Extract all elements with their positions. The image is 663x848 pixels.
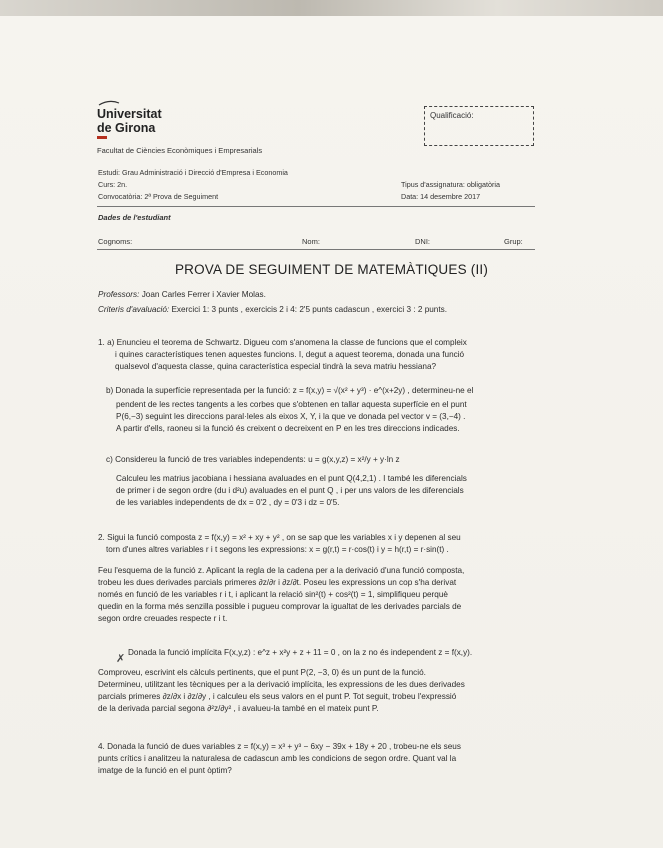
q2-line-4: trobeu les dues derivades parcials primeres ∂z/∂r i ∂z/∂t. Poseu les expressions un cop s'ha derivat: [98, 578, 457, 587]
q1a-line-1: 1. a) Enuncieu el teorema de Schwartz. Digueu com s'anomena la classe de funcions que el compleix: [98, 338, 467, 347]
q3-line-1: Donada la funció implícita F(x,y,z) : e^z + x²y + z + 11 = 0 , on la z no és independent z = f(x,y).: [128, 648, 473, 657]
professors-label: Professors:: [98, 290, 140, 299]
q3-line-4: parcials primeres ∂z/∂x i ∂z/∂y , i calculeu els seus valors en el punt P. Tot seguit, trobeu l'expressió: [98, 692, 457, 701]
q1c-line-3: de primer i de segon ordre (du i d²u) avaluades en el punt Q , i per uns valors de les diferencials: [116, 486, 464, 495]
exam-date: Data: 14 desembre 2017: [401, 192, 481, 201]
q2-line-2: torn d'unes altres variables r i t segons les expressions: x = g(r,t) = r·cos(t) i y = h(r,t) = r·sin(t) .: [106, 545, 449, 554]
grade-label: Qualificació:: [430, 111, 474, 120]
name-field-label: Nom:: [302, 237, 320, 246]
q3-line-3: Determineu, utilitzant les tècniques per a la derivació implícita, les expressions de les dues derivades: [98, 680, 465, 689]
university-logo-mark-icon: [98, 100, 120, 106]
surname-field-label: Cognoms:: [98, 237, 133, 246]
group-field-label: Grup:: [504, 237, 523, 246]
faculty-name: Facultat de Ciències Econòmiques i Empresarials: [97, 146, 263, 155]
q2-line-3: Feu l'esquema de la funció z. Aplicant la regla de la cadena per a la derivació d'una funció composta,: [98, 566, 465, 575]
professors-names: Joan Carles Ferrer i Xavier Molas.: [141, 290, 266, 299]
q1a-line-2: i quines característiques tenen aquestes funcions. I, degut a aquest teorema, donada una funció: [115, 350, 465, 359]
q3-line-5: de la derivada parcial segona ∂²z/∂y² , i avalueu-la també en el mateix punt P.: [98, 704, 379, 713]
criteria-text: Exercici 1: 3 punts , exercicis 2 i 4: 2'5 punts cadascun , exercici 3 : 2 punts.: [171, 305, 447, 314]
q2-line-1: 2. Sigui la funció composta z = f(x,y) = x² + xy + y² , on se sap que les variables x i y depenen al seu: [98, 533, 461, 542]
exam-title: PROVA DE SEGUIMENT DE MATEMÀTIQUES (II): [174, 262, 489, 277]
university-name-line2: de Girona: [97, 121, 156, 135]
university-name-line1: Universitat: [97, 107, 162, 121]
page-edge-shadow: [0, 0, 663, 16]
criteria-line: [98, 305, 447, 314]
q1c-line-1: c) Considereu la funció de tres variables independents: u = g(x,y,z) = x²/y + y·ln z: [106, 455, 400, 464]
q1b-line-3: P(6,−3) seguint les direccions paral·leles als eixos X, Y, i la que ve donada pel vector v = (3,−4) .: [116, 412, 466, 421]
q2-line-5: només en funció de les variables r i t, i aplicant la relació sin²(t) + cos²(t) = 1, simplifiqueu perquè: [98, 590, 448, 599]
subject-type-info: Tipus d'assignatura: obligatòria: [401, 180, 500, 189]
handwritten-cross-mark: ✗: [116, 653, 126, 665]
q2-line-7: segon ordre creuades respecte r i t.: [98, 614, 228, 623]
divider-top: [97, 206, 535, 207]
q1b-line-4: A partir d'ells, raoneu si la funció és creixent o decreixent en P en les tres direccions indicades.: [116, 424, 460, 433]
course-info: Curs: 2n.: [98, 180, 128, 189]
student-data-heading: Dades de l'estudiant: [98, 213, 171, 222]
criteria-label: Criteris d'avaluació:: [98, 305, 170, 314]
q3-line-2: Comproveu, escrivint els càlculs pertinents, que el punt P(2, −3, 0) és un punt de la funció.: [98, 668, 426, 677]
professors-line: [98, 290, 266, 299]
q1c-line-4: de les variables independents de dx = 0'2 , dy = 0'3 i dz = 0'5.: [116, 498, 340, 507]
q4-line-3: imatge de la funció en el punt òptim?: [98, 766, 232, 775]
q4-line-1: 4. Donada la funció de dues variables z = f(x,y) = x³ + y³ − 6xy − 39x + 18y + 20 , trobeu-ne els seus: [98, 742, 461, 751]
q2-line-6: quedin en la forma més senzilla possible i pugueu comprovar la igualtat de les derivades parcials de: [98, 602, 462, 611]
q1a-line-3: qualsevol d'aquesta classe, quina característica especial tindrà la seva matriu hessiana?: [115, 362, 437, 371]
call-info: Convocatòria: 2ª Prova de Seguiment: [98, 192, 219, 201]
q1c-line-2: Calculeu les matrius jacobiana i hessiana avaluades en el punt Q(4,2,1) . I també les diferencials: [116, 474, 467, 483]
dni-field-label: DNI:: [415, 237, 430, 246]
logo-red-accent: [97, 136, 107, 139]
divider-student: [97, 249, 535, 250]
q1b-line-2: pendent de les rectes tangents a les corbes que s'obtenen en tallar aquesta superfície en el punt: [116, 400, 467, 409]
q1b-line-1: b) Donada la superfície representada per la funció: z = f(x,y) = √(x² + y³) · e^(x+2y) , determineu-ne el: [106, 386, 474, 395]
q4-line-2: punts crítics i analitzeu la naturalesa de cadascun amb les condicions de segon ordre. Quant val la: [98, 754, 457, 763]
studies-info: Estudi: Grau Administració i Direcció d'Empresa i Economia: [98, 168, 288, 177]
